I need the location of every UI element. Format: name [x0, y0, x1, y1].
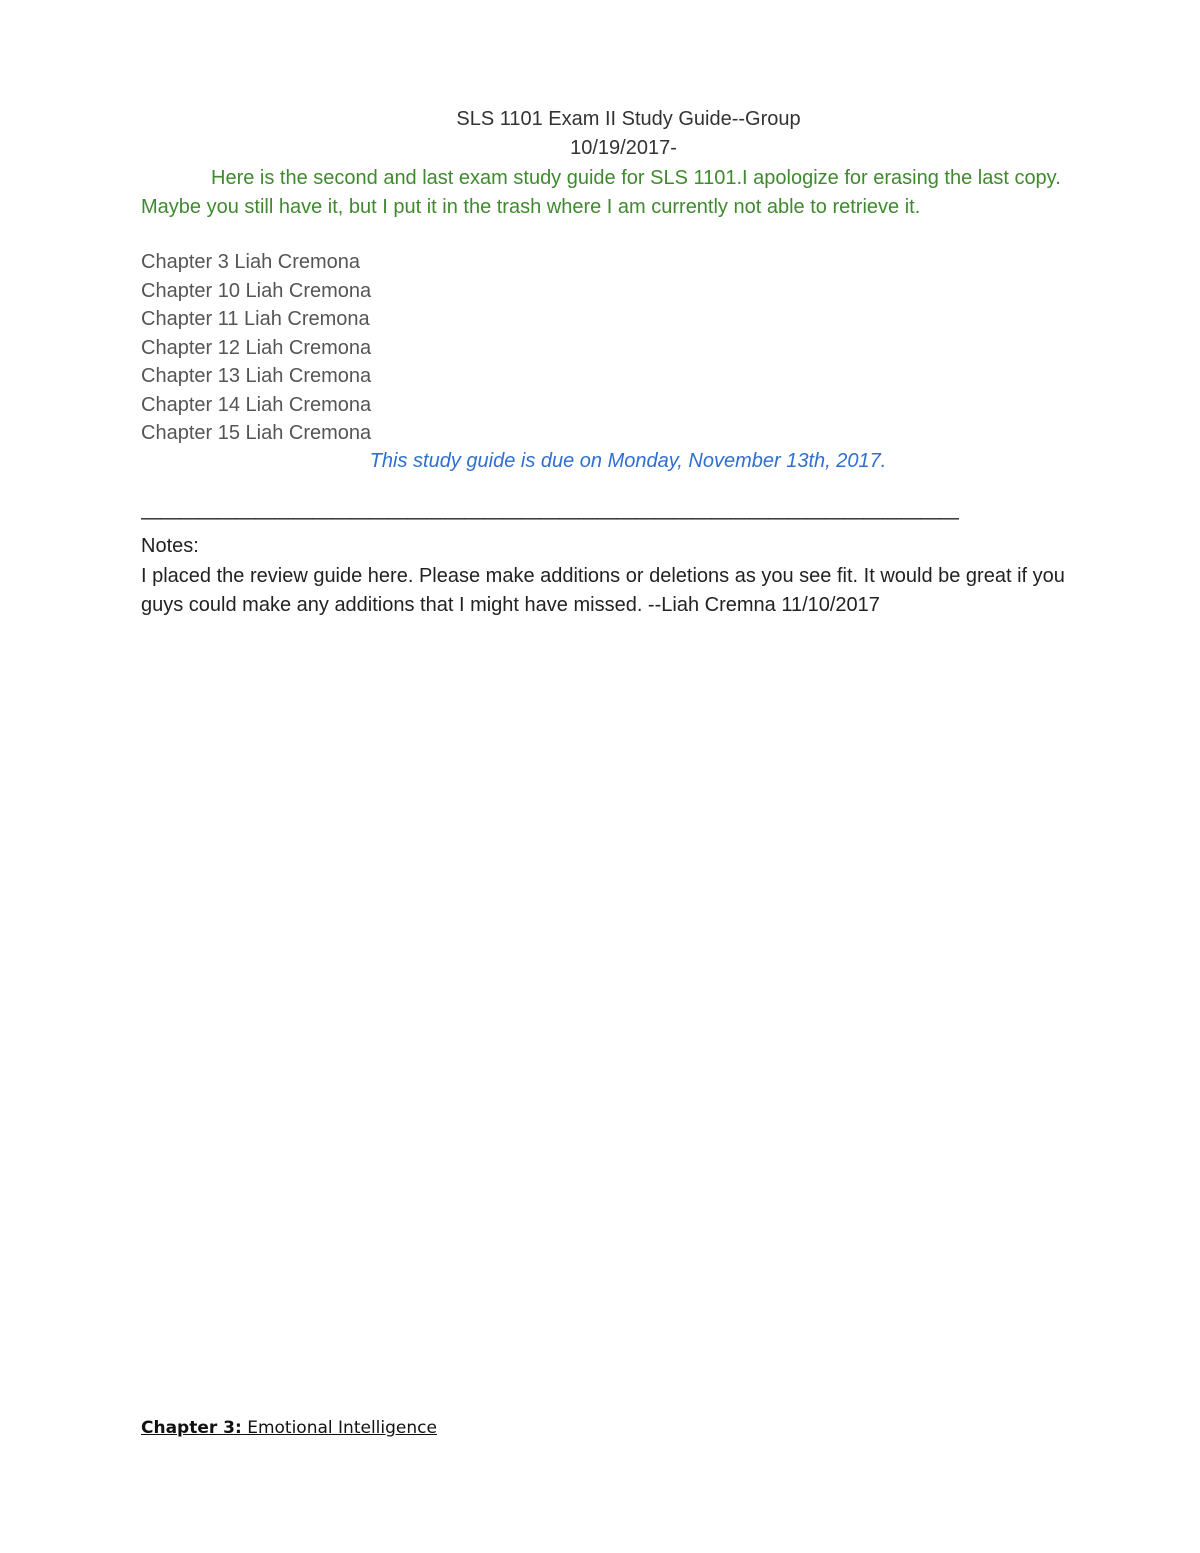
chapter-assignment-item: Chapter 11 Liah Cremona: [141, 308, 370, 330]
intro-paragraph: Here is the second and last exam study guide for SLS 1101.I apologize for erasing the last copy. Maybe you still have it, but I put it in the trash where I am currently not able to retrieve it.: [141, 167, 1061, 218]
chapter-assignment-list: [141, 248, 371, 448]
chapter-heading-label: Chapter 3:: [141, 1418, 242, 1438]
chapter-3-heading: [141, 1416, 437, 1440]
chapter-heading-title: Emotional Intelligence: [241, 1418, 437, 1438]
chapter-assignment-item: Chapter 12 Liah Cremona: [141, 336, 372, 359]
notes-body: I placed the review guide here. Please make additions or deletions as you see fit. It would be great if you guys could make any additions that I might have missed. --Liah Cremna 11/10/2017: [141, 565, 1065, 616]
chapter-assignment-item: Chapter 3 Liah Cremona: [141, 251, 361, 273]
chapter-assignment-item: Chapter 14 Liah Cremona: [141, 393, 372, 416]
due-date-note: This study guide is due on Monday, November 13th, 2017.: [369, 450, 887, 472]
notes-label: Notes:: [141, 535, 199, 557]
document-title: SLS 1101 Exam II Study Guide--Group: [456, 108, 801, 130]
document-date: 10/19/2017-: [570, 137, 677, 159]
chapter-assignment-item: Chapter 15 Liah Cremona: [141, 422, 372, 444]
chapter-assignment-item: Chapter 13 Liah Cremona: [141, 365, 372, 387]
separator-line: ———————————————————————————————————————————: [141, 507, 958, 529]
chapter-assignment-item: Chapter 10 Liah Cremona: [141, 279, 372, 302]
